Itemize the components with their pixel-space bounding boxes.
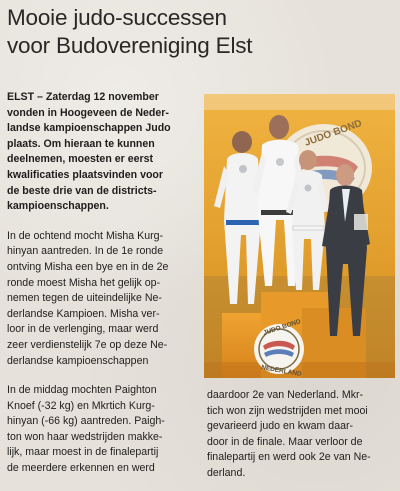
lead-line: plaats. Om hieraan te kunnen [7,137,155,150]
coach-paper [354,214,368,230]
coach-head [336,164,354,186]
lead-line: kwalificaties plaatsvinden voor [7,168,164,181]
photo-top-light [204,94,395,110]
body-line: hinyan aantreden. In de 1e ronde [7,245,164,258]
paragraph-afternoon [7,383,198,477]
headline [7,4,393,60]
body-line: loor in de verlenging, maar werd [7,323,159,336]
body-line: derlandse Kampioen. Misha ver- [7,307,160,320]
body-line: In de ochtend mocht Misha Kurg- [7,229,164,242]
athlete-small-medal [305,185,312,192]
lead-line: de beste drie van de districts- [7,184,157,197]
athlete-left-belt [226,220,261,225]
athlete-center-head [269,115,289,139]
athlete-small-belt [293,226,324,230]
podium-photo [204,94,395,378]
athlete-small-head [299,150,317,170]
body-line: tich won zijn wedstrijden met mooi [207,404,368,417]
body-line: daardoor 2e van Nederland. Mkr- [207,389,364,401]
headline-line-1: Mooie judo-successen [7,5,227,30]
lead-line: kampioenschappen. [7,200,109,213]
right-column [207,388,393,482]
body-line: zeer verdienstelijk 7e op deze Ne- [7,338,168,351]
body-line: gevarieerd judo en kwam daar- [207,420,354,433]
body-line: derland. [207,466,246,479]
athlete-left-medal [239,165,247,173]
athlete-center-medal [276,158,284,166]
podium-logo-top-text: JUDO BOND [262,318,302,337]
banner-logo-text: JUDO BOND [303,117,364,149]
lead-line: vonden in Hoogeveen de Neder- [7,106,169,119]
athlete-left-head [232,131,252,153]
body-line: hinyan (-66 kg) aantreden. Paigh- [7,415,165,428]
body-line: finalepartij en werd ook 2e van Ne- [207,451,371,464]
body-line: de meerdere erkennen en werd [7,462,155,475]
body-line: lijk, maar moest in de finalepartij [7,446,159,459]
podium-photo-illustration [204,94,395,378]
lead-line: deelnemen, moesten er eerst [7,153,154,166]
body-line: door in de finale. Maar verloor de [207,435,363,448]
podium-logo-bottom-text: NEDERLAND [260,364,303,378]
body-line: ronde moest Misha het gelijk op- [7,276,161,289]
lead-line: landse kampioenschappen Judo [7,122,171,135]
lead-paragraph [7,90,198,215]
body-line: derlandse kampioenschappen [7,354,149,367]
paragraph-morning [7,229,198,369]
body-line: In de middag mochten Paighton [7,384,157,397]
body-line: ton won haar wedstrijden makke- [7,430,163,443]
body-line: ontving Misha een bye en in de 2e [7,260,169,273]
body-line: nemen tegen de uiteindelijke Ne- [7,292,162,305]
left-column [7,90,198,491]
headline-line-2: voor Budovereniging Elst [7,33,253,58]
lead-line: ELST – Zaterdag 12 november [7,91,159,103]
body-line: Knoef (-32 kg) en Mkrtich Kurg- [7,399,155,412]
